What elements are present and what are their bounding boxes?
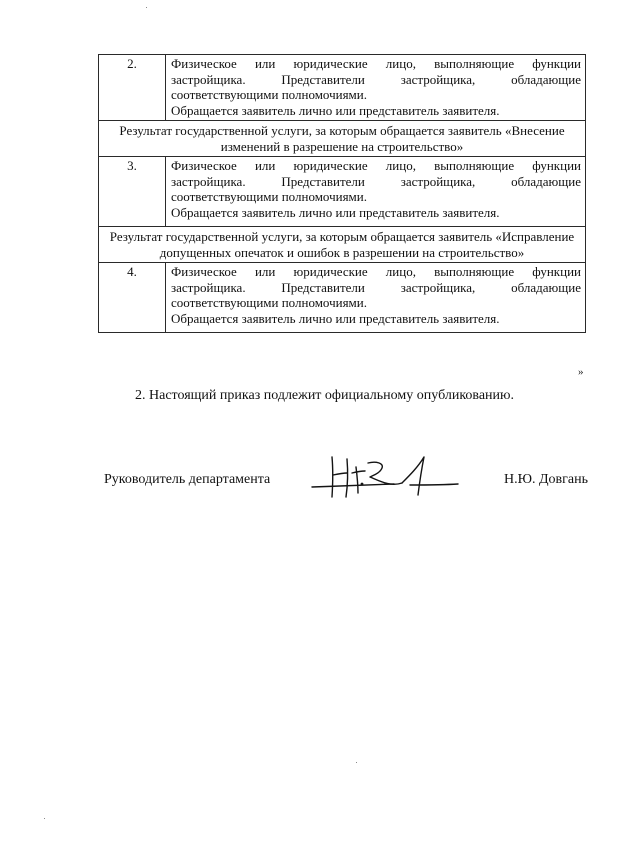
signature-block xyxy=(104,453,588,499)
table-row xyxy=(99,55,586,121)
section-header-cell xyxy=(99,121,586,157)
applicants-table xyxy=(98,54,586,333)
row-number: 4. xyxy=(99,263,166,333)
scan-speck xyxy=(356,762,357,763)
applicant-description xyxy=(166,55,586,121)
table-row xyxy=(99,157,586,227)
row-number: 2. xyxy=(99,55,166,121)
applicant-text: Физическое или юридические лицо, выполняющие функции застройщика. Представители застройщика, обладающие соответствующими полномочиями. xyxy=(171,56,581,102)
applicant-note: Обращается заявитель лично или представитель заявителя. xyxy=(171,102,500,118)
applicant-text: Физическое или юридические лицо, выполняющие функции застройщика. Представители застройщика, обладающие соответствующими полномочиями. xyxy=(171,264,581,310)
table-section-header xyxy=(99,121,586,157)
applicant-note: Обращается заявитель лично или представитель заявителя. xyxy=(171,204,500,220)
scan-speck xyxy=(146,7,147,8)
section-header-text: Результат государственной услуги, за которым обращается заявитель xyxy=(109,229,493,244)
handwritten-signature xyxy=(310,453,460,499)
section-header-result: «Исправление допущенных опечаток и ошибок в разрешении на строительство» xyxy=(159,229,575,260)
applicant-description xyxy=(166,263,586,333)
applicant-note: Обращается заявитель лично или представитель заявителя. xyxy=(171,310,500,326)
applicant-text: Физическое или юридические лицо, выполняющие функции застройщика. Представители застройщика, обладающие соответствующими полномочиями. xyxy=(171,158,581,204)
scan-speck xyxy=(44,818,45,819)
table-row xyxy=(99,263,586,333)
signatory-name: Н.Ю. Довгань xyxy=(504,472,588,487)
section-header-text: Результат государственной услуги, за которым обращается заявитель xyxy=(119,123,502,138)
order-paragraph: 2. Настоящий приказ подлежит официальному опубликованию. xyxy=(135,388,514,403)
applicant-description xyxy=(166,157,586,227)
table-section-header xyxy=(99,227,586,263)
section-header-result: «Внесение изменений в разрешение на строительство» xyxy=(220,123,565,154)
section-header-cell xyxy=(99,227,586,263)
closing-quote-mark: » xyxy=(578,366,584,378)
row-number: 3. xyxy=(99,157,166,227)
signatory-title: Руководитель департамента xyxy=(104,472,271,487)
